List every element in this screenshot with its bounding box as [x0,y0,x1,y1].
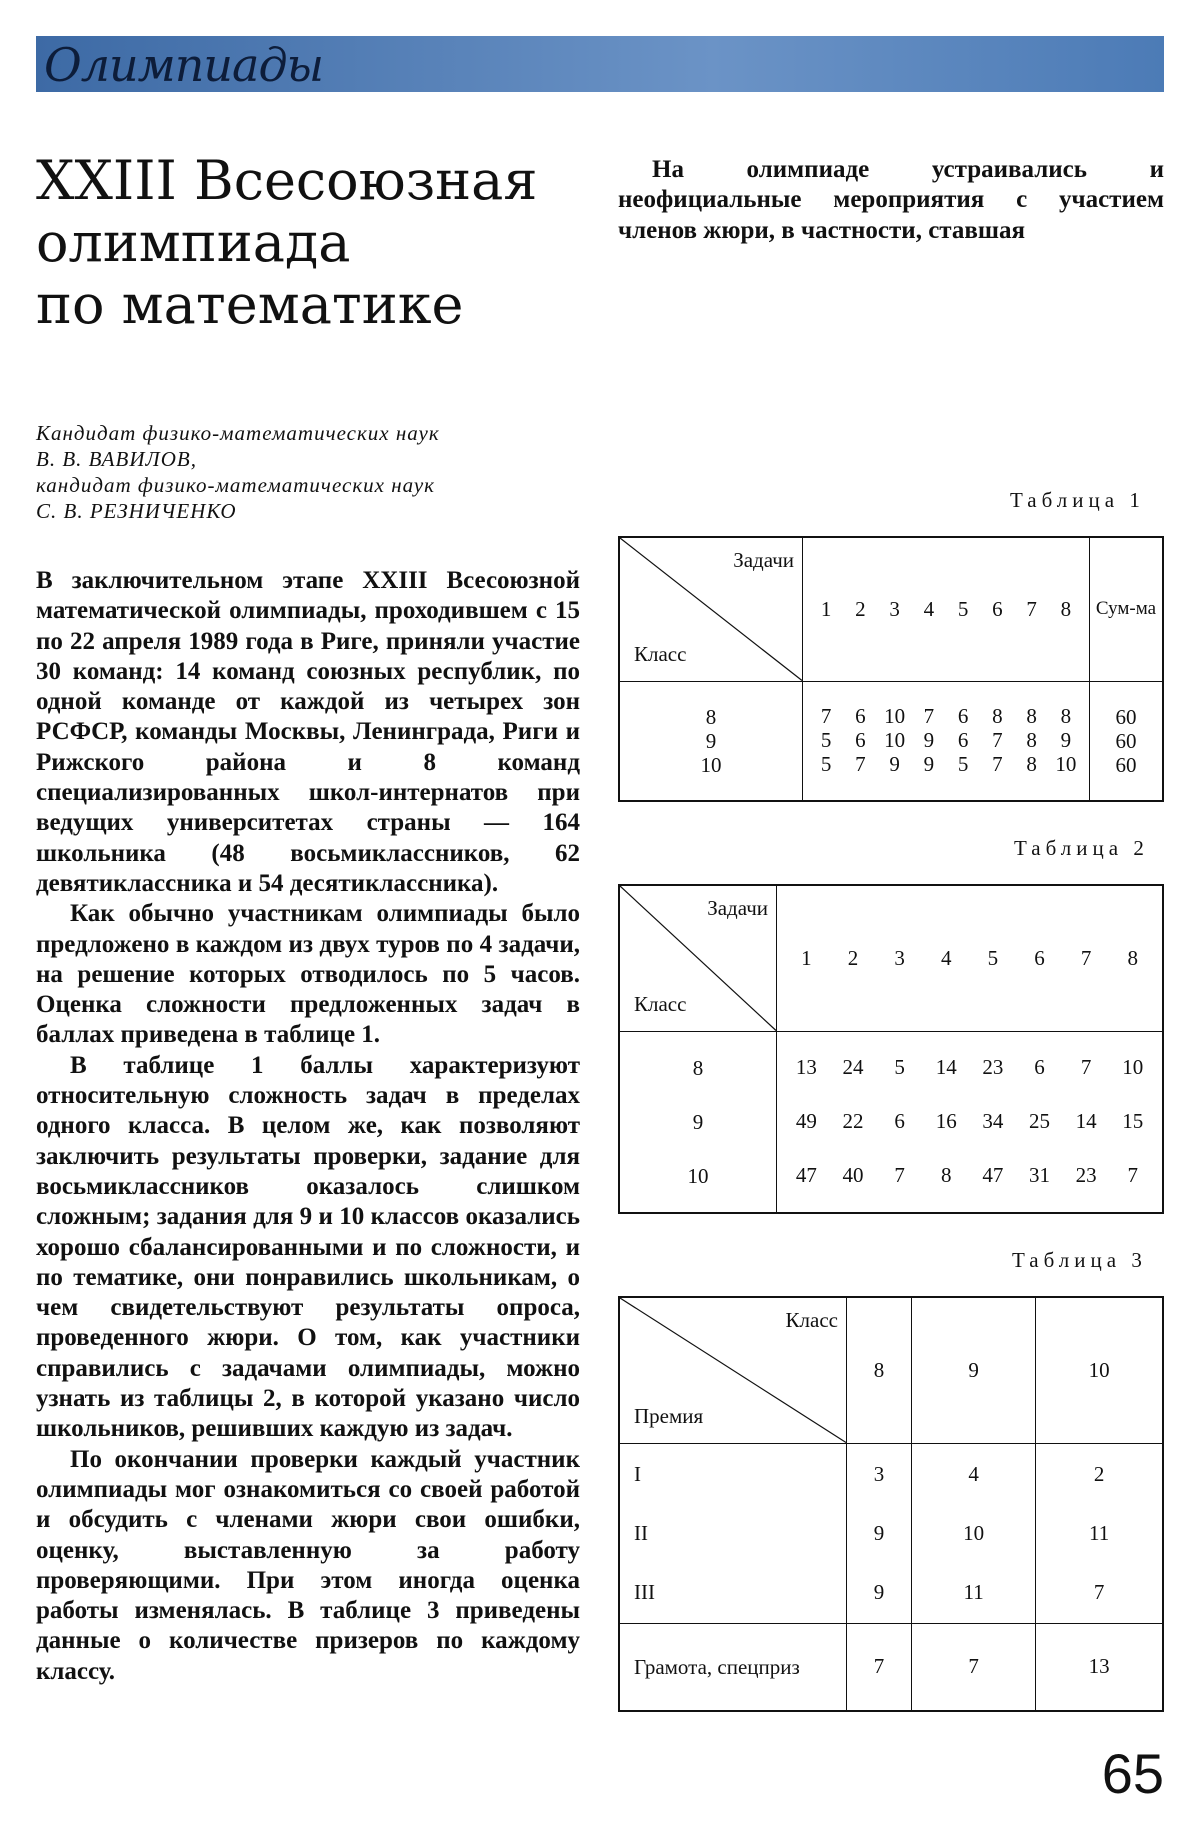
table3-class-header: 10 [1036,1297,1163,1443]
paragraph: В заключительном этапе XXIII Всесоюзной математической олимпиады, проходившем с 15 по 22 апреля 1989 года в Риге, приняли участие 30 команд: 14 команд союзных республик, по одной команде от каждой из четырех зон РСФСР, команды Москвы, Ленинграда, Риги и Рижского района и 8 команд специализированных школ-интернатов при ведущих университетах страны — 164 школьника (48 восьмиклассников, 62 девятиклассника и 54 десятиклассника). [36,567,580,897]
table1-task-headers: 1 2 3 4 5 6 7 8 [803,537,1090,681]
table3-col8: 3 9 9 [847,1443,912,1623]
table1-score-cells [803,681,1090,801]
table2-row-header: Класс [634,991,687,1016]
paragraph: Как обычно участникам олимпиады было предложено в каждом из двух туров по 4 задачи, на решение которых отводилось по 5 часов. Оценка сложности предложенных задач в баллах приведена в таблице 1. [36,900,580,1049]
table3-col9: 4 10 11 [911,1443,1035,1623]
table2-caption: Таблица 2 [1014,836,1149,860]
table1-corner [619,537,803,681]
table-row: 7 6 10 7 6 8 8 8 [820,704,1072,729]
table3-col10: 2 11 7 [1036,1443,1163,1623]
table3-col-header: Класс [785,1308,838,1332]
table3-corner [619,1297,847,1443]
body-column-right [618,155,1164,244]
table3: Класс Премия 8 9 10 I II III 3 9 9 4 10 11 2 11 7 Грамота, спецприз 7 7 13 [618,1296,1164,1712]
table-row: 13 24 5 14 23 6 7 10 [795,1055,1144,1080]
table3-prize-cells: I II III [619,1443,847,1623]
paragraph-4: По окончании проверки каждый участник олимпиады мог ознакомиться со своей работой и обсудить с членами жюри свои ошибки, оценку, выставленную за работу проверяющими. При этом иногда оценка работы изменялась. В таблице 3 приведены данные о количестве призеров по каждому классу. [36,1445,580,1685]
table1-row-header: Класс [634,641,687,666]
section-banner [36,36,1164,92]
table3-prize-cell: Грамота, спецприз [619,1623,847,1711]
table3-class-header: 8 [847,1297,912,1443]
table3-class-header: 9 [911,1297,1035,1443]
table2 [618,884,1164,1214]
table-row: 5 7 9 9 5 7 8 10 [820,752,1077,777]
paragraph: В таблице 1 баллы характеризуют относительную сложность задач в пределах одного класса. В целом же, как позволяют заключить результаты проверки, задание для восьмиклассников оказалось слишком сложным; задания для 9 и 10 классов оказались хорошо сбалансированными и по сложности, и по тематике, они понравились школьникам, о чем свидетельствуют результаты опроса, проведенного жюри. О том, как участники справились с задачами олимпиады, можно узнать из таблицы 2, в которой указано число школьников, решивших каждую из задач. [36,1051,580,1443]
table2-task-headers: 1 2 3 4 5 6 7 8 [777,885,1164,1031]
table1-sum-cells: 60 60 60 [1090,681,1164,801]
table1-class-cells: 8 9 10 [619,681,803,801]
table1-col-header: Задачи [733,548,794,572]
table-row: 5 6 10 9 6 7 8 9 [820,728,1072,753]
section-title: Олимпиады [44,38,324,92]
table1 [618,536,1164,802]
table2-count-cells [777,1031,1164,1213]
table-row: 47 40 7 8 47 31 23 7 [795,1163,1138,1188]
paragraph-continued [36,1445,580,1685]
table2-class-cells: 8 9 10 [619,1031,777,1213]
page-number: 65 [1101,1742,1164,1805]
table2-col-header: Задачи [707,896,768,920]
table1-sum-header: Сум-ма [1090,537,1164,681]
table-row: 49 22 6 16 34 25 14 15 [795,1109,1144,1134]
table3-caption: Таблица 3 [1012,1248,1147,1272]
article-title: XXIII Всесоюзная олимпиада по математике [36,149,538,336]
table2-corner [619,885,777,1031]
authors: Кандидат физико-математических наук В. В. ВАВИЛОВ, кандидат физико-математических наук С. В. РЕЗНИЧЕНКО [36,421,440,523]
paragraph: На олимпиаде устраивались и неофициальные мероприятия с участием членов жюри, в частности, ставшая [618,156,1164,244]
table3-row-header: Премия [634,1403,704,1428]
table1-caption: Таблица 1 [1010,488,1145,512]
body-column-left [36,566,580,1685]
